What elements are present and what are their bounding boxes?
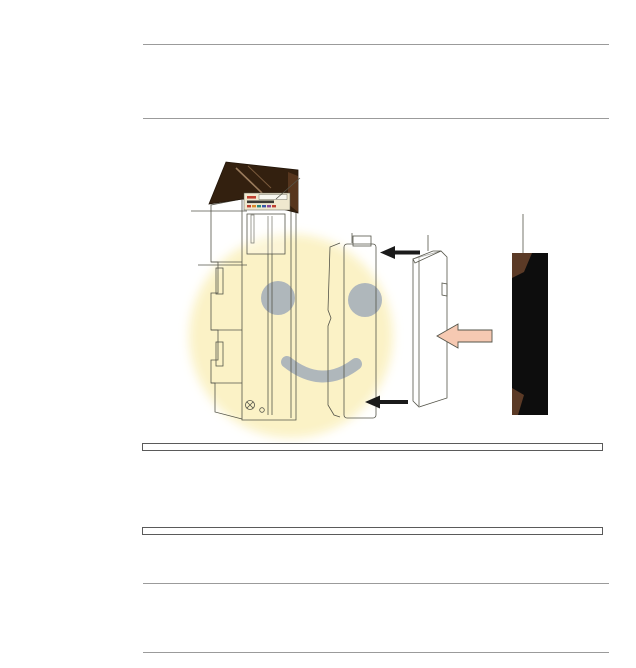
removable-door-drawing [413, 251, 447, 407]
divider [143, 118, 609, 119]
note-box-wire-size [142, 443, 603, 451]
io-module-figure [0, 110, 636, 550]
divider [143, 583, 609, 584]
smiley-left-eye [261, 281, 295, 315]
smiley-right-eye [348, 283, 382, 317]
divider [143, 652, 609, 653]
note-box-terminal-strip [142, 527, 603, 535]
label-black-block [512, 253, 548, 415]
led-window [247, 214, 285, 254]
divider [143, 44, 609, 45]
module-label-plate [244, 193, 290, 210]
